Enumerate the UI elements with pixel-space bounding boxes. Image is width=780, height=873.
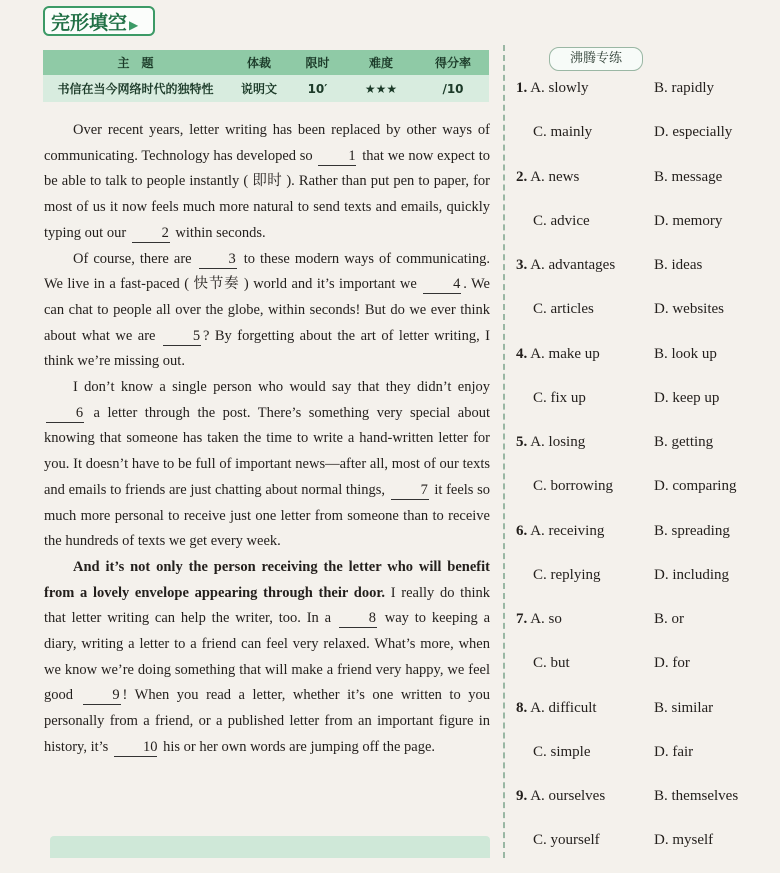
option-7a: A. so [530,611,562,627]
option-5c: C. borrowing [533,478,613,494]
blank-4: 4 [423,275,461,294]
option-7c: C. but [533,655,570,671]
section-title [43,6,155,36]
option-8b: B. similar [654,699,714,716]
option-2b: B. message [654,168,723,185]
option-9c: C. yourself [533,832,600,848]
options-title: 沸腾专练 [549,47,643,71]
option-6b: B. spreading [654,522,730,539]
option-9a: A. ourselves [530,788,606,804]
value-score: /10 [417,75,489,102]
value-genre: 说明文 [228,75,290,102]
option-4a: A. make up [530,345,600,362]
bold-sentence: And it’s not only the person receiving the letter who will benefit from a lovely envelope appearing through their door. [44,558,490,601]
column-divider [503,45,505,858]
option-3a: A. advantages [530,257,616,273]
option-1c: C. mainly [533,124,593,140]
question-4: 4. A. make up B. look up C. fix up D. keep up [516,345,720,406]
option-6a: A. receiving [530,522,605,539]
question-7: 7. A. so B. or C. but D. for [516,611,690,671]
header-difficulty: 难度 [345,50,417,75]
option-4b: B. look up [654,345,717,362]
section-title-text: 完形填空 [51,12,128,34]
option-6c: C. replying [533,566,601,583]
question-6: 6. A. receiving B. spreading C. replying D. including [516,522,730,583]
option-3c: C. articles [533,301,594,317]
option-3b: B. ideas [654,257,703,273]
paragraph-4: And it’s not only the person receiving the letter who will benefit from a lovely envelope appearing through their door. I really do think that letter writing can help the writer, too. In a 8 way to keeping a diary, writing a letter to a friend can feel very relaxed. What’s more, when we know we’re doing something that will make a friend very happy, we feel good 9 ! When you read a letter, whether it’s one written to you personally from a friend, or a published letter from an important figure in history, it’s 10 his or her own words are jumping off the page. [44,558,491,755]
blank-8: 8 [339,609,377,628]
header-genre: 体裁 [228,50,290,75]
info-header-row [43,50,489,75]
bottom-strip [50,836,490,858]
option-9b: B. themselves [654,788,739,804]
option-8d: D. fair [654,743,694,760]
options-list [516,76,776,873]
option-2a: A. news [530,168,580,185]
header-time: 限时 [290,50,345,75]
passage [44,118,490,761]
paragraph-3: I don’t know a single person who would say that they didn’t enjoy 6 a letter through the post. There’s something very special about knowing that someone has taken the time to write a hand-written letter for you. It doesn’t have to be full of important news—after all, most of our texts and emails to friends are just chatting about normal things, 7 it feels so much more personal to receive just one letter from someone than to receive the hundreds of texts we get every week. [44,379,491,550]
question-2: 2. A. news B. message C. advice D. memory [516,168,723,229]
option-7d: D. for [654,655,690,671]
blank-7: 7 [391,481,429,500]
option-2c: C. advice [533,212,590,229]
option-1d: D. especially [654,124,733,140]
blank-5: 5 [163,327,201,346]
blank-6: 6 [46,404,84,423]
value-time: 10′ [290,75,345,102]
question-9: 9. A. ourselves B. themselves C. yourself D. myself [516,788,739,848]
info-table [43,50,489,102]
question-1: 1. A. slowly B. rapidly C. mainly D. especially [516,80,733,140]
blank-2: 2 [132,224,170,243]
play-arrow-icon: ▶ [129,18,139,32]
question-5: 5. A. losing B. getting C. borrowing D. comparing [516,434,737,494]
option-5b: B. getting [654,434,714,450]
option-8a: A. difficult [530,699,597,716]
blank-1: 1 [318,147,356,166]
option-7b: B. or [654,611,684,627]
info-value-row [43,75,489,102]
header-theme: 主 题 [43,50,228,75]
option-9d: D. myself [654,832,714,848]
option-3d: D. websites [654,301,724,317]
blank-9: 9 [83,686,121,705]
option-4c: C. fix up [533,389,586,406]
question-8: 8. A. difficult B. similar C. simple D. fair [516,699,714,760]
option-2d: D. memory [654,212,723,229]
option-4d: D. keep up [654,389,720,406]
option-1b: B. rapidly [654,80,714,96]
option-5d: D. comparing [654,478,737,494]
option-1a: A. slowly [530,80,589,96]
option-8c: C. simple [533,743,591,760]
option-6d: D. including [654,566,729,583]
value-theme: 书信在当今网络时代的独特性 [43,75,228,102]
blank-3: 3 [199,250,237,269]
option-5a: A. losing [530,434,586,450]
paragraph-2: Of course, there are 3 to these modern ways of communicating. We live in a fast-paced ( 快节奏 ) world and it’s important we 4 . We can chat to people all over the globe, within seconds! But do we ever think about what we are 5 ? By forgetting about the art of letter writing, I think we’re missing out. [44,250,491,370]
value-difficulty: ★★★ [345,75,417,102]
paragraph-1: Over recent years, letter writing has been replaced by other ways of communicating. Technology has developed so 1 that we now expect to be able to talk to people instantly ( 即时 ). Rather than put pen to paper, for most of us it now feels much more natural to send texts and emails, quickly typing out our 2 within seconds. [44,122,490,241]
blank-10: 10 [114,738,158,757]
question-3: 3. A. advantages B. ideas C. articles D. websites [516,257,724,317]
header-score: 得分率 [417,50,489,75]
